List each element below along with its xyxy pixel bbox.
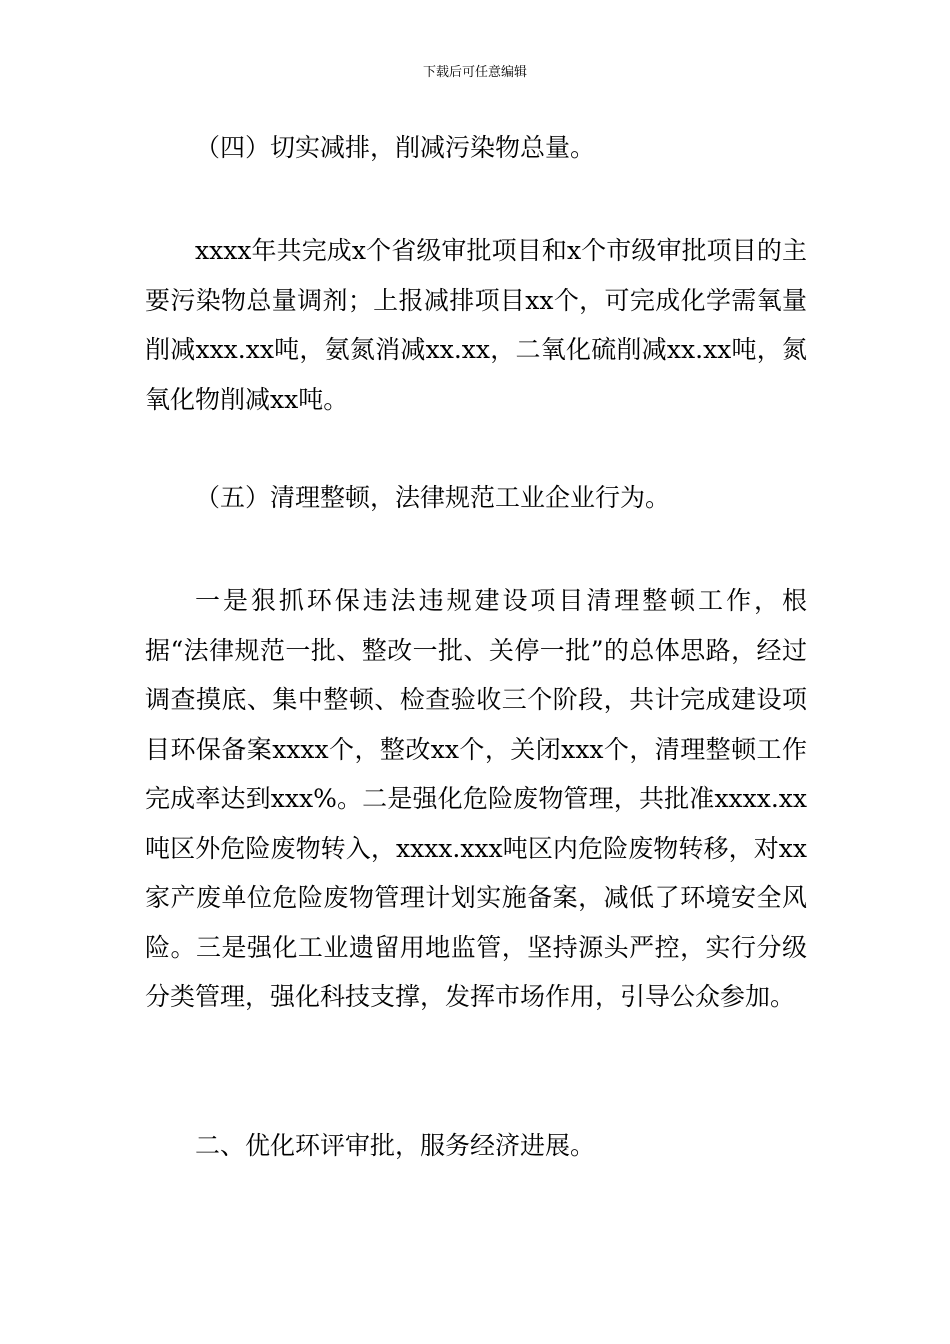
paragraph-rectification: 一是狠抓环保违法违规建设项目清理整顿工作，根据“法律规范一批、整改一批、关停一批”的总体思路，经过调查摸底、集中整顿、检查验收三个阶段，共计完成建设项目环保备案xxxx个，整改xx个，关闭xxx个，清理整顿工作完成率达到xxx%。二是强化危险废物管理，共批准xxxx.xx吨区外危险废物转入，xxxx.xxx吨区内危险废物转移，对xx家产废单位危险废物管理计划实施备案，减低了环境安全风险。三是强化工业遗留用地监管，坚持源头严控，实行分级分类管理，强化科技支撑，发挥市场作用，引导公众参加。 [145,586,807,1011]
section-heading-4: （四）切实减排，削减污染物总量。 [195,133,596,162]
section-heading-2: 二、优化环评审批，服务经济进展。 [195,1131,596,1160]
page-header: 下载后可任意编辑 [422,65,527,80]
section-heading-5: （五）清理整顿，法律规范工业企业行为。 [195,483,671,512]
paragraph-emission-reduction: xxxx年共完成x个省级审批项目和x个市级审批项目的主要污染物总量调剂；上报减排项目xx个，可完成化学需氧量削减xxx.xx吨，氨氮消减xx.xx，二氧化硫削减xx.xx吨，氮氧化物削减xx吨。 [145,236,807,414]
